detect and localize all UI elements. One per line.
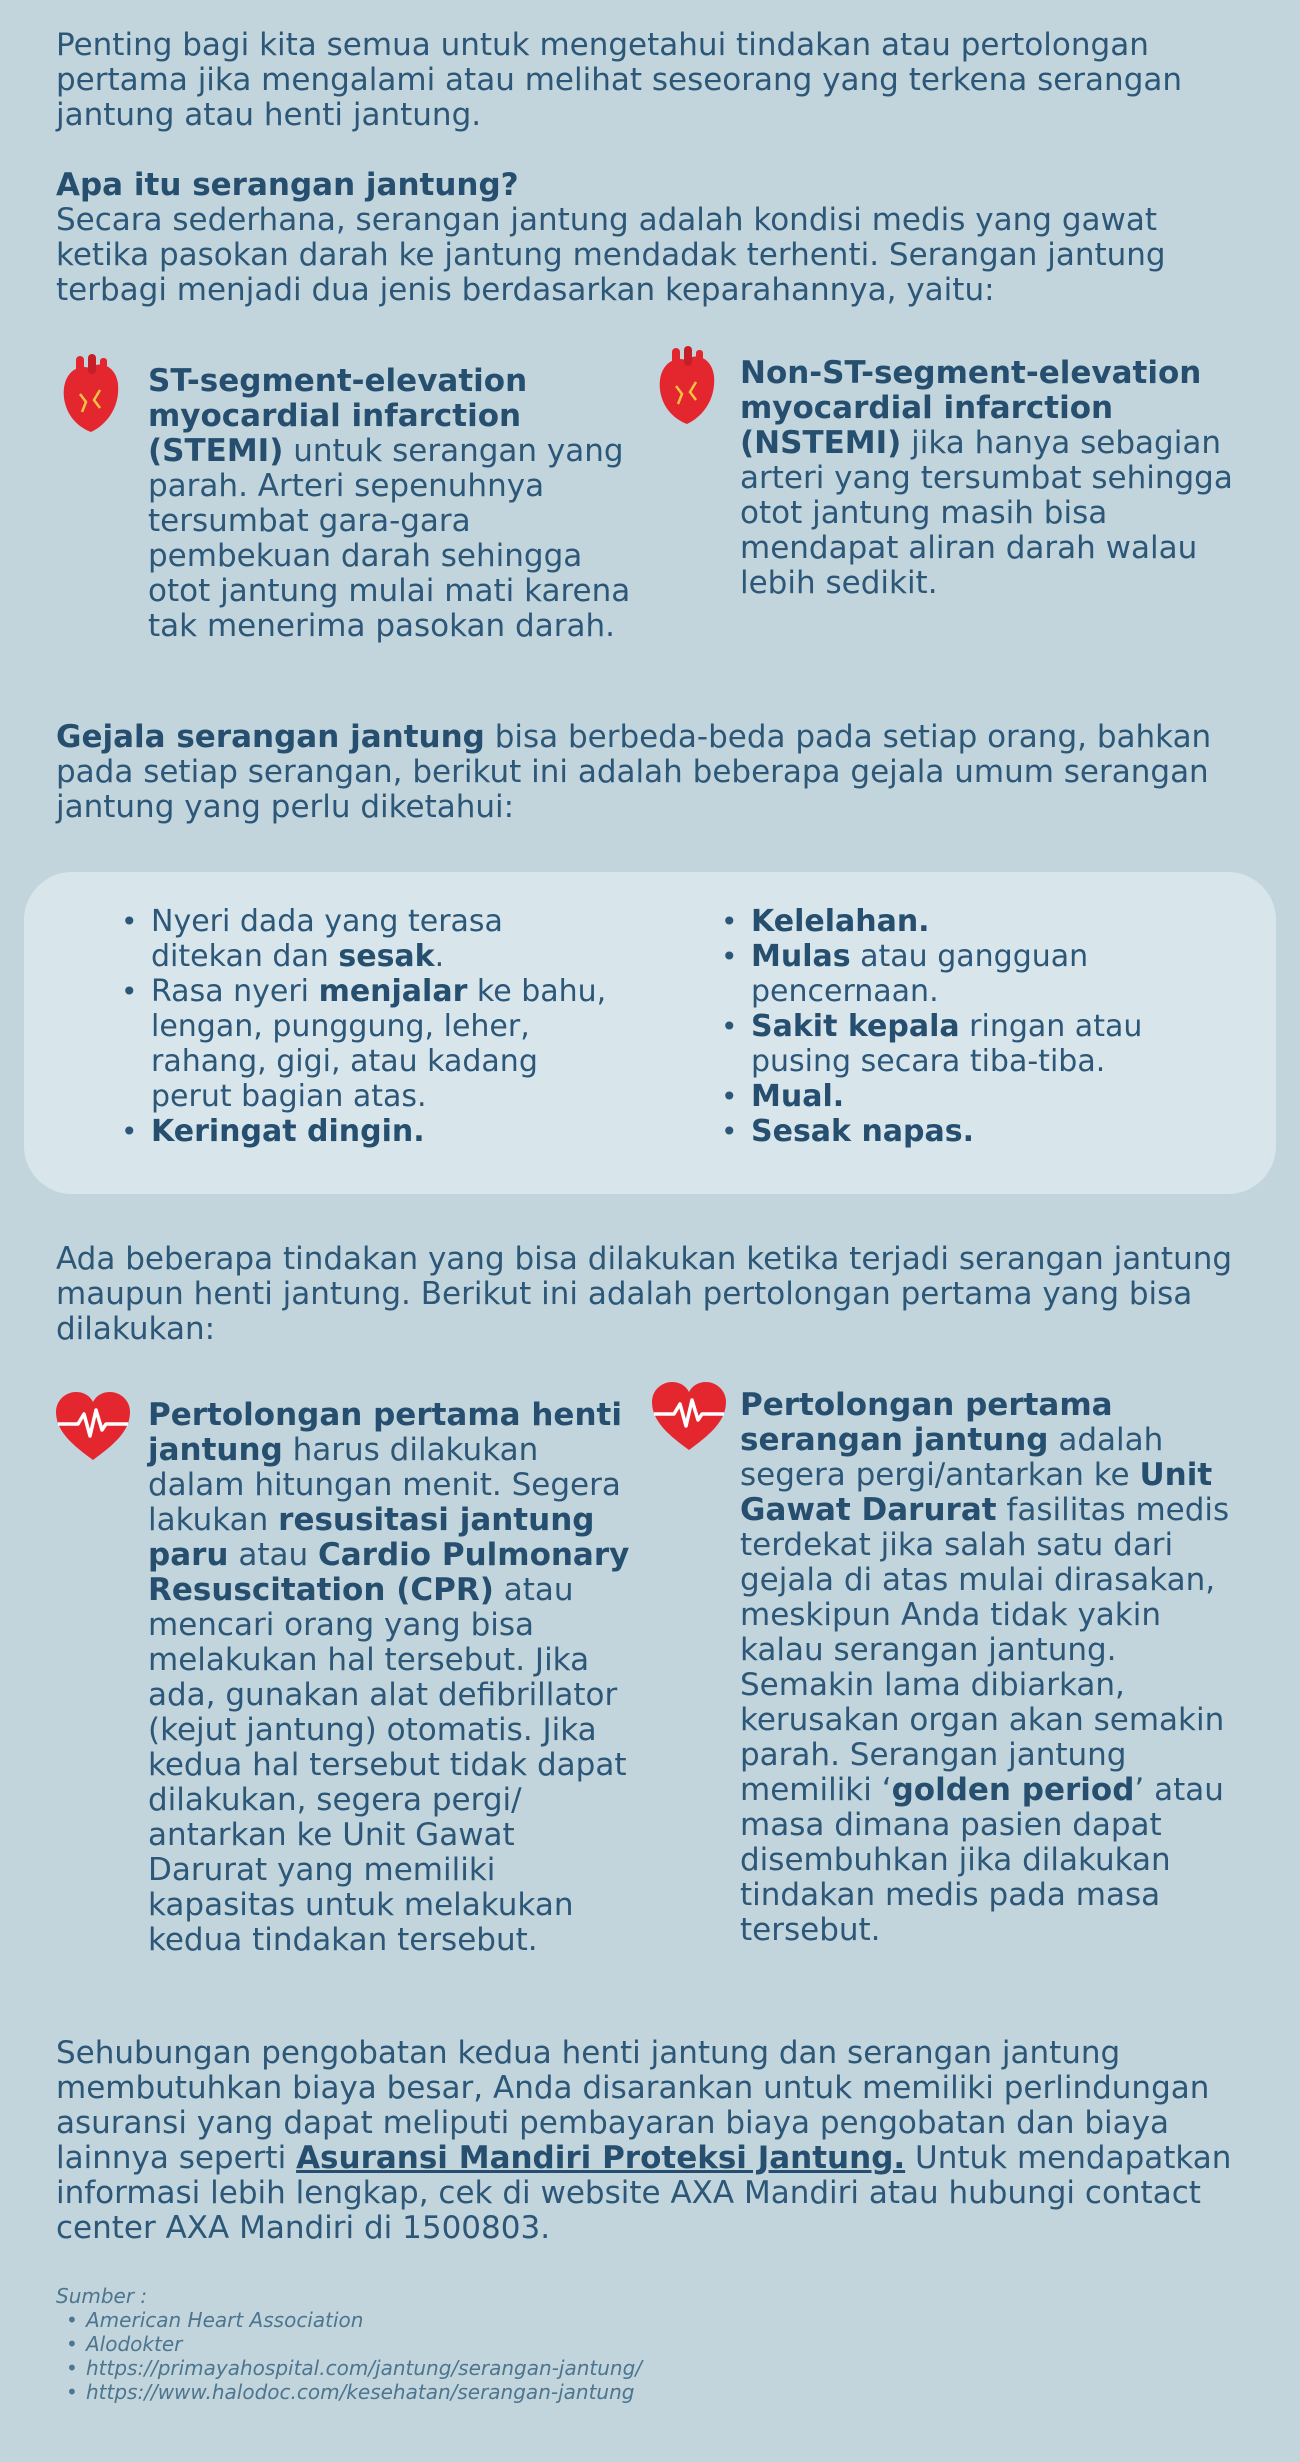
heartbeat-icon [54,1390,132,1466]
source-link[interactable]: • https://www.halodoc.com/kesehatan/serangan-jantung [86,2380,642,2404]
list-item: • Alodokter [86,2332,642,2356]
definition-body: Secara sederhana, serangan jantung adalah kondisi medis yang gawat ketika pasokan darah ke jantung mendadak terhenti. Serangan jantung terbagi menjadi dua jenis berdasarkan keparahannya, yaitu: [56,202,1166,308]
source-link[interactable]: • https://primayahospital.com/jantung/serangan-jantung/ [86,2356,642,2380]
anatomical-heart-icon [60,354,122,438]
list-item: • Mual. [751,1079,1221,1114]
list-item: • Keringat dingin. [151,1114,621,1149]
first-aid-cardiac-arrest: Pertolongan pertama henti jantung harus dilakukan dalam hitungan menit. Segera lakukan resusitasi jantung paru atau Cardio Pulmonary Resuscitation (CPR) atau mencari orang yang bisa melakukan hal tersebut. Jika ada, gunakan alat defibrillator (kejut jantung) otomatis. Jika kedua hal tersebut tidak dapat dilakukan, segera pergi/ antarkan ke Unit Gawat Darurat yang memiliki kapasitas untuk melakukan kedua tindakan tersebut. [148,1397,630,1958]
insurance-product-link[interactable]: Asuransi Mandiri Proteksi Jantung. [296,2140,906,2176]
heartbeat-icon [650,1380,728,1456]
first-aid-heart-attack: Pertolongan pertama serangan jantung adalah segera pergi/antarkan ke Unit Gawat Darurat fasilitas medis terdekat jika salah satu dari gejala di atas mulai dirasakan, meskipun Anda tidak yakin kalau serangan jantung. Semakin lama dibiarkan, kerusakan organ akan semakin parah. Serangan jantung memiliki ‘golden period’ atau masa dimana pasien dapat disembuhkan jika dilakukan tindakan medis pada masa tersebut. [740,1387,1230,1948]
symptoms-list-right [751,904,1221,1149]
symptoms-heading: Gejala serangan jantung [56,719,485,755]
symptoms-panel [24,872,1276,1194]
stemi-title: ST-segment-elevation myocardial infarction (STEMI) [148,363,528,469]
nstemi-description [740,356,1240,601]
intro-paragraph: Penting bagi kita semua untuk mengetahui tindakan atau pertolongan pertama jika mengalami atau melihat seseorang yang terkena serangan jantung atau henti jantung. [56,27,1183,133]
stemi-description [148,364,638,644]
nstemi-text: jika hanya sebagian arteri yang tersumbat sehingga otot jantung masih bisa mendapat aliran darah walau lebih sedikit. [740,425,1233,601]
list-item: • American Heart Association [86,2308,642,2332]
symptoms-intro: Gejala serangan jantung bisa berbeda-beda pada setiap orang, bahkan pada setiap serangan, berikut ini adalah beberapa gejala umum serangan jantung yang perlu diketahui: [56,719,1212,825]
definition-heading: Apa itu serangan jantung? [56,167,519,203]
list-item: • Kelelahan. [751,904,1221,939]
symptoms-list-left [151,904,621,1149]
definition-section [56,168,1246,308]
list-item: • Mulas atau gangguan pencernaan. [751,939,1221,1009]
sources [56,2284,642,2404]
anatomical-heart-icon [656,346,718,430]
list-item: • Sakit kepala ringan atau pusing secara tiba-tiba. [751,1009,1221,1079]
sources-label: Sumber : [56,2284,148,2308]
actions-intro: Ada beberapa tindakan yang bisa dilakukan ketika terjadi serangan jantung maupun henti jantung. Berikut ini adalah pertolongan pertama yang bisa dilakukan: [56,1241,1233,1347]
nstemi-title: Non-ST-segment-elevation myocardial infarction (NSTEMI) [740,355,1202,461]
closing-paragraph: Sehubungan pengobatan kedua henti jantung dan serangan jantung membutuhkan biaya besar, Anda disarankan untuk memiliki perlindungan asuransi yang dapat meliputi pembayaran biaya pengobatan dan biaya lainnya seperti Asuransi Mandiri Proteksi Jantung. Untuk mendapatkan informasi lebih lengkap, cek di website AXA Mandiri atau hubungi contact center AXA Mandiri di 1500803. [56,2035,1232,2246]
list-item: • Sesak napas. [751,1114,1221,1149]
list-item: • Rasa nyeri menjalar ke bahu, lengan, punggung, leher, rahang, gigi, atau kadang perut bagian atas. [151,974,621,1114]
sources-list [56,2308,642,2404]
list-item: • Nyeri dada yang terasa ditekan dan sesak. [151,904,621,974]
stemi-text: untuk serangan yang parah. Arteri sepenuhnya tersumbat gara-gara pembekuan darah sehingga otot jantung mulai mati karena tak menerima pasokan darah. [148,433,631,644]
